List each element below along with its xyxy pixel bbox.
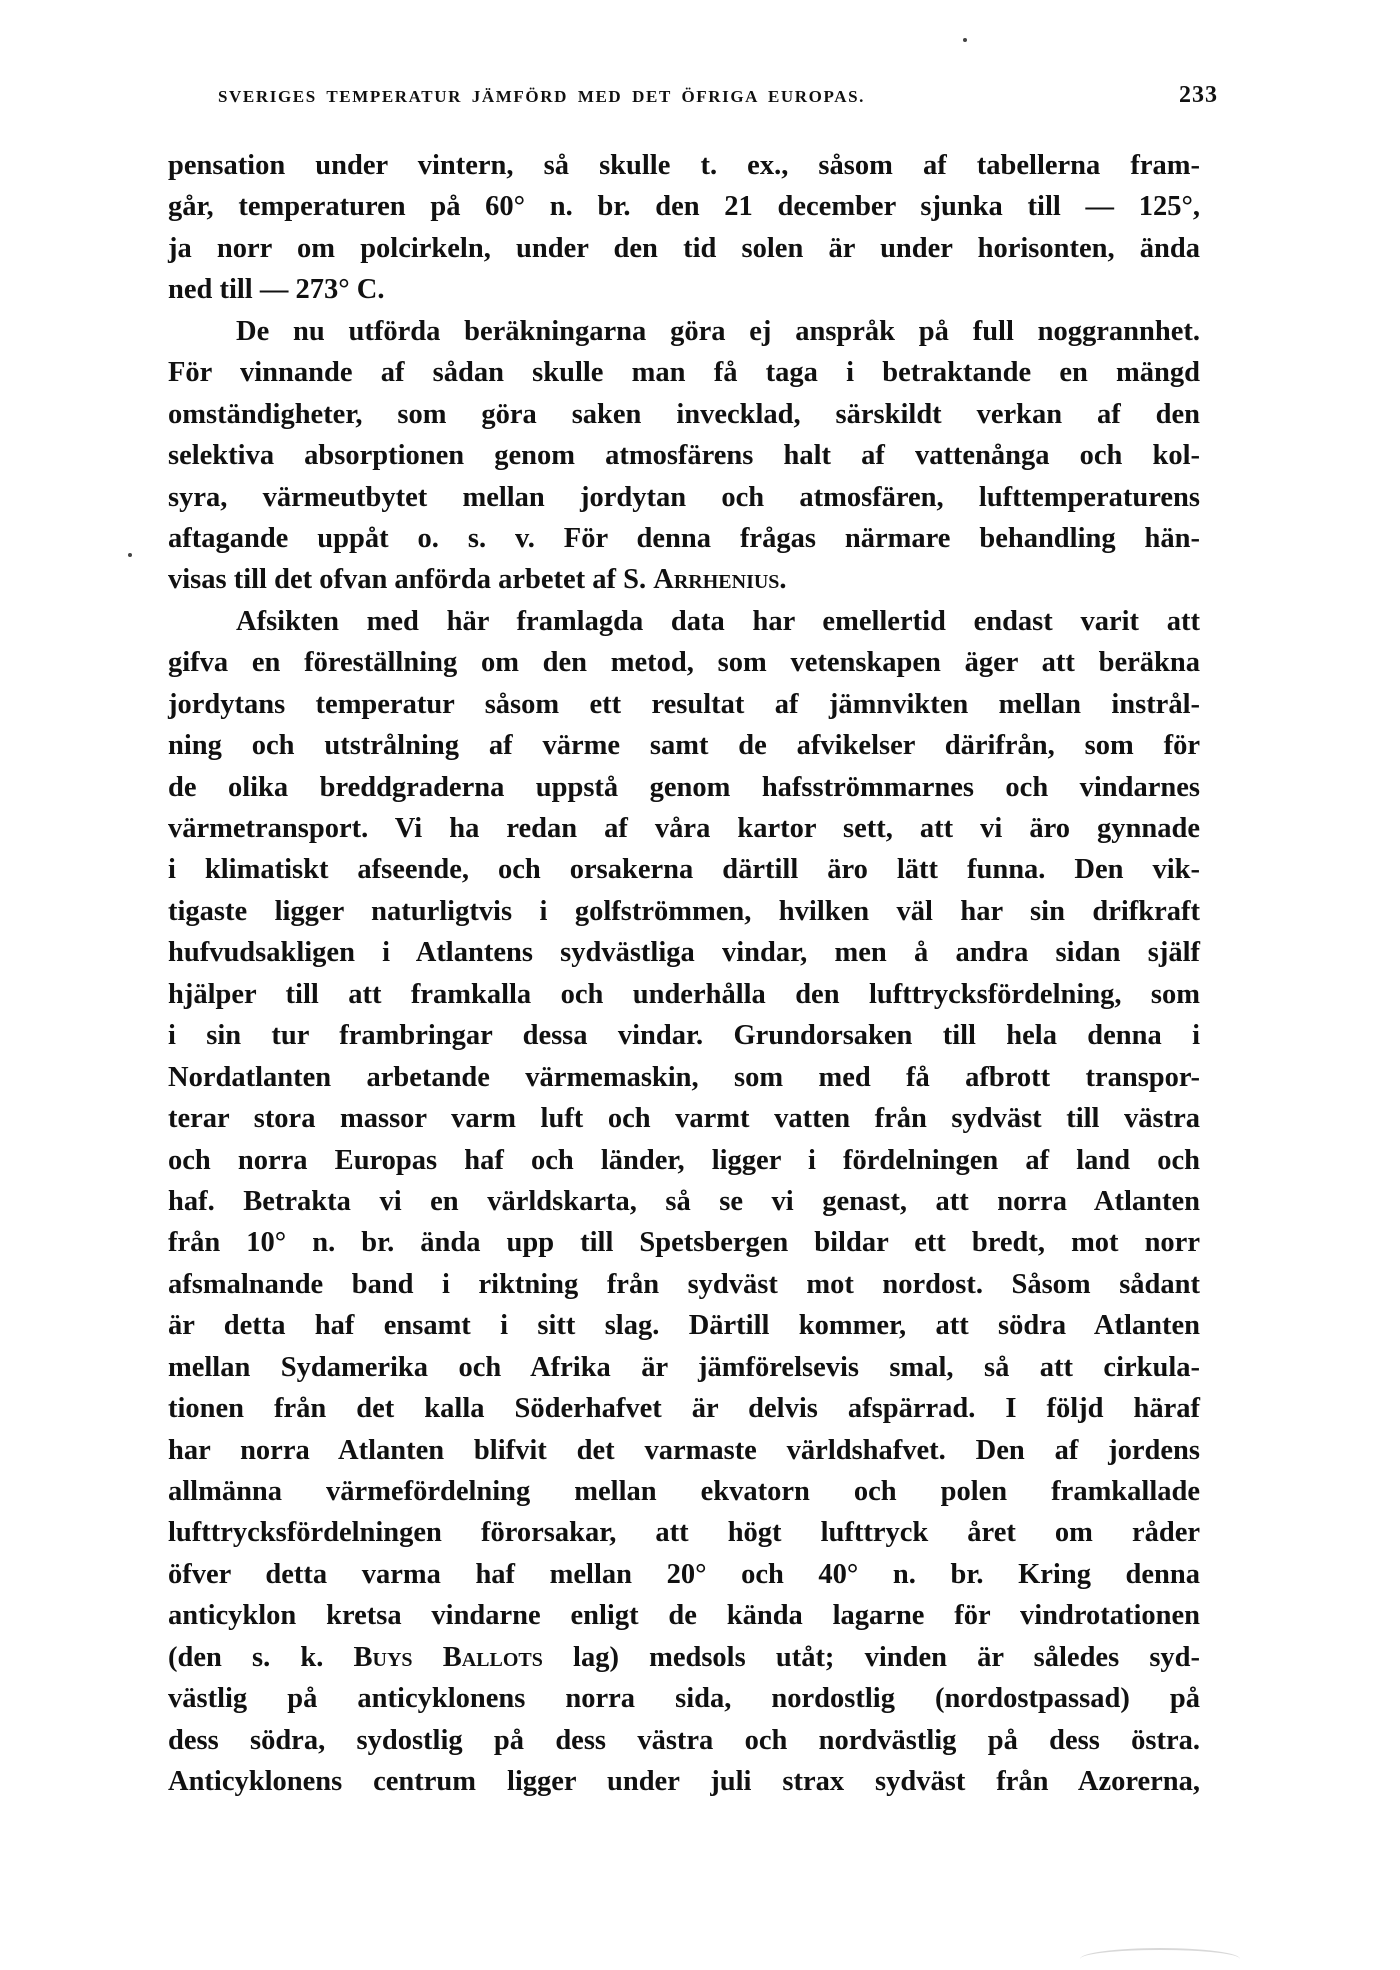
text-line: tionen från det kalla Söderhafvet är delvis afspärrad. I följd häraf xyxy=(168,1393,1200,1425)
text-line: går, temperaturen på 60° n. br. den 21 december sjunka till — 125°, xyxy=(168,191,1200,223)
text-line: tigaste ligger naturligtvis i golfströmmen, hvilken väl har sin drifkraft xyxy=(168,895,1200,927)
text-line: dess södra, sydostlig på dess västra och nordvästlig på dess östra. xyxy=(168,1724,1200,1756)
body-text xyxy=(168,145,1200,1803)
text-line: öfver detta varma haf mellan 20° och 40° n. br. Kring denna xyxy=(168,1558,1200,1590)
text-line: ja norr om polcirkeln, under den tid solen är under horisonten, ända xyxy=(168,232,1200,264)
author-name-ballots: Ballots xyxy=(442,1641,543,1673)
text-line: Anticyklonens centrum ligger under juli strax sydväst från Azorerna, xyxy=(168,1766,1200,1798)
text-line: ned till — 273° C. xyxy=(168,274,385,306)
text-segment: lag) medsols utåt; vinden är således syd- xyxy=(542,1641,1200,1673)
text-line: värmetransport. Vi ha redan af våra kartor sett, att vi äro gynnade xyxy=(168,813,1200,844)
text-line: omständigheter, som göra saken invecklad, särskildt verkan af den xyxy=(168,398,1200,430)
text-line: är detta haf ensamt i sitt slag. Därtill kommer, att södra Atlanten xyxy=(168,1310,1200,1342)
text-line: selektiva absorptionen genom atmosfärens halt af vattenånga och kol- xyxy=(168,440,1200,472)
text-segment: visas till det ofvan anförda arbetet af S. xyxy=(168,564,654,596)
text-segment: (den s. k. xyxy=(168,1641,354,1673)
text-line: Nordatlanten arbetande värmemaskin, som med få afbrott transpor- xyxy=(168,1061,1200,1093)
text-line: jordytans temperatur såsom ett resultat af jämnvikten mellan instrål- xyxy=(168,688,1200,720)
text-line: och norra Europas haf och länder, ligger i fördelningen af land och xyxy=(168,1144,1200,1176)
text-line: Afsikten med här framlagda data har emellertid endast varit att xyxy=(236,605,1200,637)
text-line xyxy=(168,559,1200,600)
text-line: haf. Betrakta vi en världskarta, så se vi genast, att norra Atlanten xyxy=(168,1185,1200,1217)
author-name-buys: Buys xyxy=(353,1641,413,1673)
text-line: De nu utförda beräkningarna göra ej anspråk på full noggrannhet. xyxy=(236,315,1200,347)
text-line: i sin tur frambringar dessa vindar. Grundorsaken till hela denna i xyxy=(168,1020,1200,1052)
text-line: allmänna värmefördelning mellan ekvatorn och polen framkallade xyxy=(168,1476,1200,1507)
text-line: de olika breddgraderna uppstå genom hafsströmmarnes och vindarnes xyxy=(168,771,1200,803)
text-line: mellan Sydamerika och Afrika är jämförelsevis smal, så att cirkula- xyxy=(168,1351,1200,1383)
text-line: pensation under vintern, så skulle t. ex., såsom af tabellerna fram- xyxy=(168,150,1200,181)
margin-speck xyxy=(963,38,967,42)
text-line: anticyklon kretsa vindarne enligt de kända lagarne för vindrotationen xyxy=(168,1600,1200,1632)
text-line xyxy=(168,1637,1200,1678)
text-line: hufvudsakligen i Atlantens sydvästliga vindar, men å andra sidan själf xyxy=(168,937,1200,969)
text-line: syra, värmeutbytet mellan jordytan och atmosfären, lufttemperaturens xyxy=(168,481,1200,513)
page-number: 233 xyxy=(1179,82,1218,108)
text-line: terar stora massor varm luft och varmt vatten från sydväst till västra xyxy=(168,1103,1200,1135)
text-line: gifva en föreställning om den metod, som vetenskapen äger att beräkna xyxy=(168,647,1200,679)
text-line: För vinnande af sådan skulle man få taga i betraktande en mängd xyxy=(168,357,1200,389)
author-name-arrhenius: Arrhenius. xyxy=(653,564,787,596)
text-line: västlig på anticyklonens norra sida, nordostlig (nordostpassad) på xyxy=(168,1683,1200,1715)
text-line: ning och utstrålning af värme samt de afvikelser därifrån, som för xyxy=(168,730,1200,762)
margin-speck xyxy=(128,553,132,557)
text-line: aftagande uppåt o. s. v. För denna frågas närmare behandling hän- xyxy=(168,522,1200,554)
scan-artifact xyxy=(1080,1948,1240,1970)
text-line: har norra Atlanten blifvit det varmaste världshafvet. Den af jordens xyxy=(168,1434,1200,1466)
text-line: lufttrycksfördelningen förorsakar, att högt lufttryck året om råder xyxy=(168,1517,1200,1549)
text-line: hjälper till att framkalla och underhålla den lufttrycksfördelning, som xyxy=(168,978,1200,1010)
text-line: i klimatiskt afseende, och orsakerna därtill äro lätt funna. Den vik- xyxy=(168,854,1200,886)
running-head xyxy=(218,82,1218,112)
running-title: SVERIGES TEMPERATUR JÄMFÖRD MED DET ÖFRIGA EUROPAS. xyxy=(218,87,865,106)
text-line: från 10° n. br. ända upp till Spetsbergen bildar ett bredt, mot norr xyxy=(168,1227,1200,1259)
text-line: afsmalnande band i riktning från sydväst mot nordost. Såsom sådant xyxy=(168,1268,1200,1300)
